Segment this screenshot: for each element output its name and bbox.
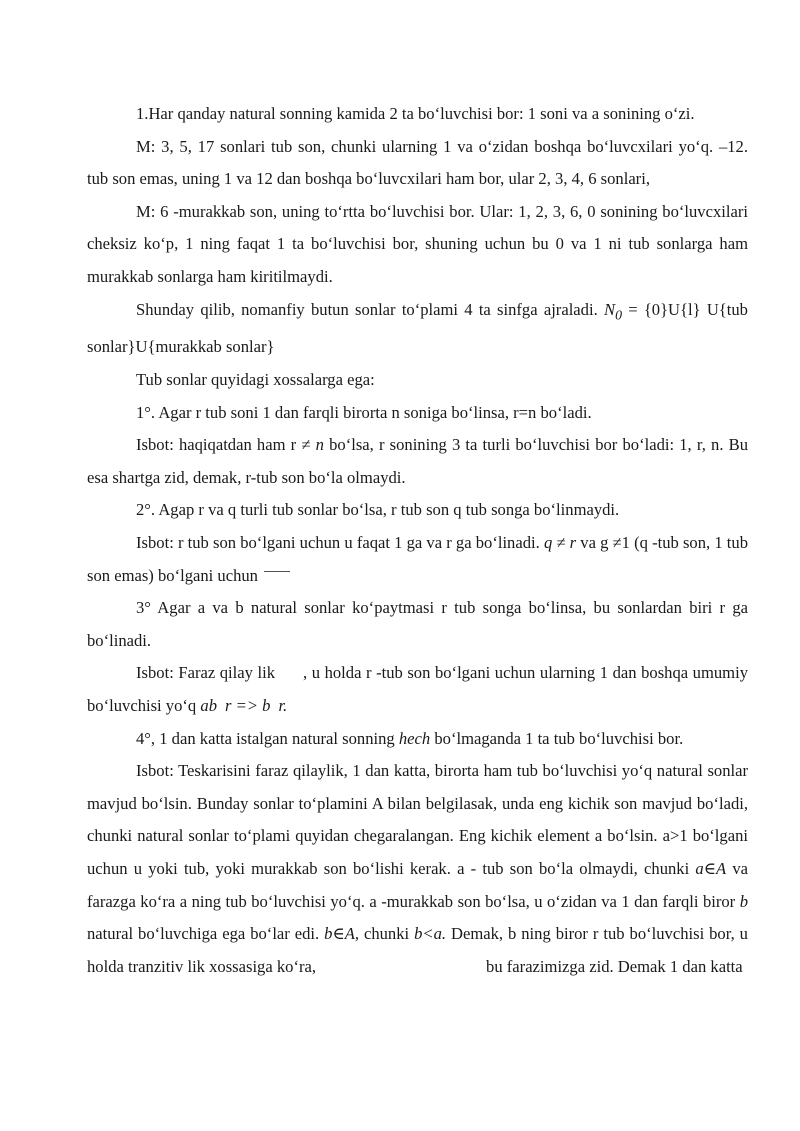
paragraph-4 [87,294,748,365]
paragraph-13 [87,755,748,983]
paragraph-3: M: 6 -murakkab son, uning to‘rtta bo‘luvchisi bor. Ular: 1, 2, 3, 6, 0 sonining bo‘luvcxilari cheksiz ko‘p, 1 ning faqat 1 ta bo‘luvchisi bor, shuning uchun bu 0 va 1 ni tub sonlarga ham murakkab sonlarga ham kiritilmaydi. [87,201,748,286]
paragraph-2: M: 3, 5, 17 sonlari tub son, chunki ularning 1 va o‘zidan boshqa bo‘luvcxilari yo‘q. –12. tub son emas, uning 1 va 12 dan boshqa bo‘luvcxilari ham bor, ular 2, 3, 4, 6 sonlari, [87,136,748,189]
text: va farazga ko‘ra a ning tub bo‘luvchisi yo‘q. a -murakkab son bo‘lsa, u o‘zidan va 1 dan farqli biror [87,858,748,911]
text: Isbot: r tub son bo‘lgani uchun u faqat 1 ga va r ga bo‘linadi. [136,533,540,553]
italic-b: b [739,891,748,911]
paragraph-5: Tub sonlar quyidagi xossalarga ega: [136,370,375,390]
paragraph-10: 3° Agar a va b natural sonlar ko‘paytmasi r tub songa bo‘linsa, bu sonlardan biri r ga bo‘linadi. [87,598,748,650]
n-zero: $N_0$ [603,299,622,322]
italic-hech: hech [398,728,431,748]
paragraph-1: 1.Har qanday natural sonning kamida 2 ta bo‘luvchisi bor: 1 soni va a sonining o‘zi. [136,104,695,123]
text: bo‘lmaganda 1 ta tub bo‘luvchisi bor. [434,728,684,748]
formula-placeholder [264,571,290,572]
text: natural bo‘luvchiga ega bo‘lar edi. [87,924,320,944]
italic-b-in-A: b∈A, [324,924,360,944]
text: Isbot: Faraz qilay lik [136,663,276,683]
text: chunki [363,924,410,944]
paragraph-7 [87,429,748,494]
text: Isbot: haqiqatdan ham r ≠ [136,435,311,455]
text: bo‘lsa, r sonining 3 ta turli bo‘luvchisi bor bo‘ladi: 1, r, n. Bu esa shartga zid, demak, r-tub son bo‘la olmaydi. [87,435,748,487]
text: bu farazimizga zid. Demak 1 dan katta [486,956,743,976]
text: = {0}U{l} U{tub sonlar}U{murakkab sonlar} [87,299,748,357]
italic-q-neq-r: q ≠ r [543,533,577,553]
paragraph-12 [87,723,748,756]
italic-a-in-A: a∈A [695,858,727,878]
text: 4°, 1 dan katta istalgan natural sonning [136,728,395,748]
text: Shunday qilib, nomanfiy butun sonlar to‘plami 4 ta sinfga ajraladi. [136,299,598,319]
italic-n: n [315,435,324,455]
italic-implication: r => b [224,696,271,715]
italic-b-lt-a: b<a. [414,924,447,944]
paragraph-11 [87,657,748,722]
paragraph-8: 2°. Agap r va q turli tub sonlar bo‘lsa, r tub son q tub songa bo‘linmaydi. [136,500,620,520]
text: Demak, b ning biror r tub bo‘luvchisi bor, u holda tranzitiv lik xossasiga ko‘ra, [87,924,748,976]
text: va g ≠1 (q -tub son, 1 tub son emas) bo‘lgani uchun [87,533,748,585]
paragraph-9 [87,527,748,592]
italic-ab: ab [200,696,217,715]
text: , u holda r -tub son bo‘lgani uchun ularning 1 dan boshqa umumiy bo‘luvchisi yo‘q [87,663,748,715]
italic-r: r. [278,696,288,715]
text: Isbot: Teskarisini faraz qilaylik, 1 dan katta, birorta ham tub bo‘luvchisi yo‘q natural sonlar mavjud bo‘lsin. Bunday sonlar to‘plamini A bilan belgilasak, unda eng kichik son mavjud bo‘ladi, chunki natural sonlar to‘plami quyidan chegaralangan. Eng kichik element a bo‘lsin. a>1 bo‘lgani uchun u yoki tub, yoki murakkab son bo‘lishi kerak. a - tub son bo‘la olmaydi, chunki [87,761,748,878]
paragraph-6: 1°. Agar r tub soni 1 dan farqli birorta n soniga bo‘linsa, r=n bo‘ladi. [136,402,592,422]
